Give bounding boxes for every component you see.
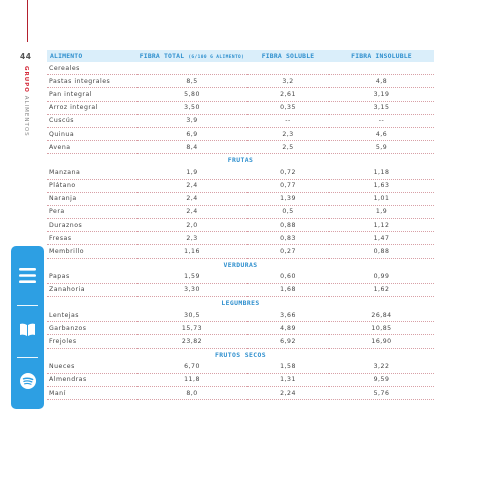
cell-alimento: Pan integral <box>47 88 137 101</box>
header-fibra-soluble: FIBRA SOLUBLE <box>261 52 315 60</box>
cell-alimento: Pera <box>47 205 137 218</box>
cell-alimento: Zanahoria <box>47 283 137 296</box>
cell-fibra-total: 6,70 <box>137 361 247 374</box>
fiber-table <box>47 50 434 400</box>
section-title: LEGUMBRES <box>221 299 260 307</box>
cell-alimento: Frejoles <box>47 335 137 348</box>
cell-fibra-total: 8,5 <box>137 75 247 88</box>
table-row <box>47 75 434 88</box>
section-title-row <box>47 348 434 361</box>
table-row <box>47 283 434 296</box>
cell-alimento: Manzana <box>47 166 137 179</box>
side-section-label <box>23 66 29 137</box>
cell-fibra-soluble: 4,89 <box>247 322 329 335</box>
table-row <box>47 179 434 192</box>
table-row <box>47 219 434 232</box>
table-row <box>47 114 434 127</box>
header-alimento: ALIMENTO <box>50 52 83 60</box>
cell-fibra-total: 5,80 <box>137 88 247 101</box>
cell-fibra-soluble: 3,2 <box>247 75 329 88</box>
table-row <box>47 373 434 386</box>
cell-fibra-insoluble: 0,88 <box>329 245 434 258</box>
cell-fibra-insoluble: 1,63 <box>329 179 434 192</box>
table-row <box>47 166 434 179</box>
cell-fibra-soluble: 0,27 <box>247 245 329 258</box>
side-label-text: ALIMENTOS <box>23 95 29 137</box>
section-title: VERDURAS <box>223 260 258 269</box>
cell-fibra-total: 2,4 <box>137 179 247 192</box>
cell-alimento: Almendras <box>47 373 137 386</box>
cell-fibra-total: 3,50 <box>137 101 247 114</box>
cell-fibra-soluble: 0,72 <box>247 166 329 179</box>
cell-fibra-total: 1,16 <box>137 245 247 258</box>
cell-fibra-insoluble: 1,01 <box>329 192 434 205</box>
cell-fibra-total: 3,30 <box>137 283 247 296</box>
cell-fibra-total: 6,9 <box>137 127 247 140</box>
top-accent-line <box>27 0 28 42</box>
header-fibra-total <box>137 50 247 62</box>
cell-fibra-soluble: 1,68 <box>247 283 329 296</box>
header-fibra-insoluble: FIBRA INSOLUBLE <box>351 52 412 60</box>
table-header-row <box>47 50 434 62</box>
cell-fibra-total: 30,5 <box>137 309 247 322</box>
cell-fibra-total: 11,8 <box>137 373 247 386</box>
table-row <box>47 127 434 140</box>
cell-fibra-soluble: 1,39 <box>247 192 329 205</box>
cell-alimento: Cuscús <box>47 114 137 127</box>
section-title-row <box>47 154 434 167</box>
cell-fibra-insoluble: 1,47 <box>329 232 434 245</box>
sidebar-toolbar <box>11 246 44 409</box>
table-row <box>47 361 434 374</box>
table-row <box>47 335 434 348</box>
cell-fibra-insoluble: 0,99 <box>329 271 434 284</box>
section-title: FRUTOS SECOS <box>215 350 266 359</box>
table-row <box>47 88 434 101</box>
book-icon[interactable] <box>11 322 44 341</box>
header-fibra-total-note: (G/100 G ALIMENTO) <box>188 55 245 60</box>
page-number: 44 <box>20 52 32 61</box>
cell-fibra-insoluble: 26,84 <box>329 309 434 322</box>
cell-fibra-insoluble: 5,76 <box>329 386 434 399</box>
cell-fibra-soluble: 2,3 <box>247 127 329 140</box>
cell-fibra-soluble: 6,92 <box>247 335 329 348</box>
cell-fibra-soluble: 0,77 <box>247 179 329 192</box>
cell-fibra-insoluble: 3,15 <box>329 101 434 114</box>
cell-alimento: Membrillo <box>47 245 137 258</box>
cell-fibra-insoluble: 3,22 <box>329 361 434 374</box>
cell-fibra-insoluble: 4,8 <box>329 75 434 88</box>
header-fibra-total-label: FIBRA TOTAL <box>139 52 185 60</box>
section-title-row <box>47 258 434 271</box>
cell-fibra-insoluble: 1,12 <box>329 219 434 232</box>
cell-fibra-total: 15,73 <box>137 322 247 335</box>
menu-icon[interactable] <box>11 268 44 287</box>
cell-alimento: Maní <box>47 386 137 399</box>
spotify-icon[interactable] <box>11 373 44 393</box>
cell-alimento: Duraznos <box>47 219 137 232</box>
table-body <box>47 62 434 400</box>
cell-fibra-total: 8,0 <box>137 386 247 399</box>
cell-alimento: Garbanzos <box>47 322 137 335</box>
cell-alimento: Fresas <box>47 232 137 245</box>
table-row <box>47 271 434 284</box>
table-row <box>47 322 434 335</box>
cell-fibra-soluble: 0,88 <box>247 219 329 232</box>
table-row <box>47 192 434 205</box>
cell-fibra-soluble: 2,61 <box>247 88 329 101</box>
table-row <box>47 386 434 399</box>
cell-fibra-total: 1,59 <box>137 271 247 284</box>
cell-fibra-soluble: 0,60 <box>247 271 329 284</box>
cell-fibra-insoluble: 16,90 <box>329 335 434 348</box>
cell-fibra-insoluble: 1,62 <box>329 283 434 296</box>
cell-fibra-insoluble: -- <box>329 114 434 127</box>
cell-alimento: Papas <box>47 271 137 284</box>
group-label: Cereales <box>47 62 434 75</box>
cell-fibra-insoluble: 4,6 <box>329 127 434 140</box>
cell-fibra-soluble: 3,66 <box>247 309 329 322</box>
cell-alimento: Pastas integrales <box>47 75 137 88</box>
cell-fibra-insoluble: 9,59 <box>329 373 434 386</box>
table-row <box>47 232 434 245</box>
cell-fibra-insoluble: 5,9 <box>329 141 434 154</box>
cell-fibra-soluble: 1,31 <box>247 373 329 386</box>
cell-fibra-soluble: 2,5 <box>247 141 329 154</box>
cell-fibra-total: 8,4 <box>137 141 247 154</box>
cell-alimento: Naranja <box>47 192 137 205</box>
cell-alimento: Arroz integral <box>47 101 137 114</box>
cell-fibra-total: 2,4 <box>137 192 247 205</box>
section-title-row <box>47 297 434 310</box>
cell-alimento: Lentejas <box>47 309 137 322</box>
cell-fibra-soluble: -- <box>247 114 329 127</box>
cell-fibra-insoluble: 10,85 <box>329 322 434 335</box>
section-title: FRUTAS <box>227 156 254 165</box>
cell-fibra-total: 2,4 <box>137 205 247 218</box>
cell-alimento: Nueces <box>47 361 137 374</box>
cell-alimento: Quinua <box>47 127 137 140</box>
cell-fibra-total: 2,3 <box>137 232 247 245</box>
cell-fibra-soluble: 1,58 <box>247 361 329 374</box>
cell-fibra-insoluble: 1,18 <box>329 166 434 179</box>
sidebar-divider <box>17 357 38 358</box>
table-row <box>47 309 434 322</box>
table-row <box>47 101 434 114</box>
cell-fibra-total: 2,0 <box>137 219 247 232</box>
cell-fibra-soluble: 0,35 <box>247 101 329 114</box>
cell-fibra-total: 3,9 <box>137 114 247 127</box>
table-row <box>47 245 434 258</box>
cell-fibra-insoluble: 3,19 <box>329 88 434 101</box>
cell-fibra-total: 23,82 <box>137 335 247 348</box>
cell-fibra-total: 1,9 <box>137 166 247 179</box>
cell-fibra-soluble: 0,83 <box>247 232 329 245</box>
sidebar-divider <box>17 305 38 306</box>
cell-fibra-soluble: 2,24 <box>247 386 329 399</box>
cell-fibra-soluble: 0,5 <box>247 205 329 218</box>
table-row <box>47 141 434 154</box>
side-label-prefix: GRUPO <box>23 66 29 93</box>
group-label-row <box>47 62 434 75</box>
cell-fibra-insoluble: 1,9 <box>329 205 434 218</box>
table-row <box>47 205 434 218</box>
cell-alimento: Avena <box>47 141 137 154</box>
cell-alimento: Plátano <box>47 179 137 192</box>
